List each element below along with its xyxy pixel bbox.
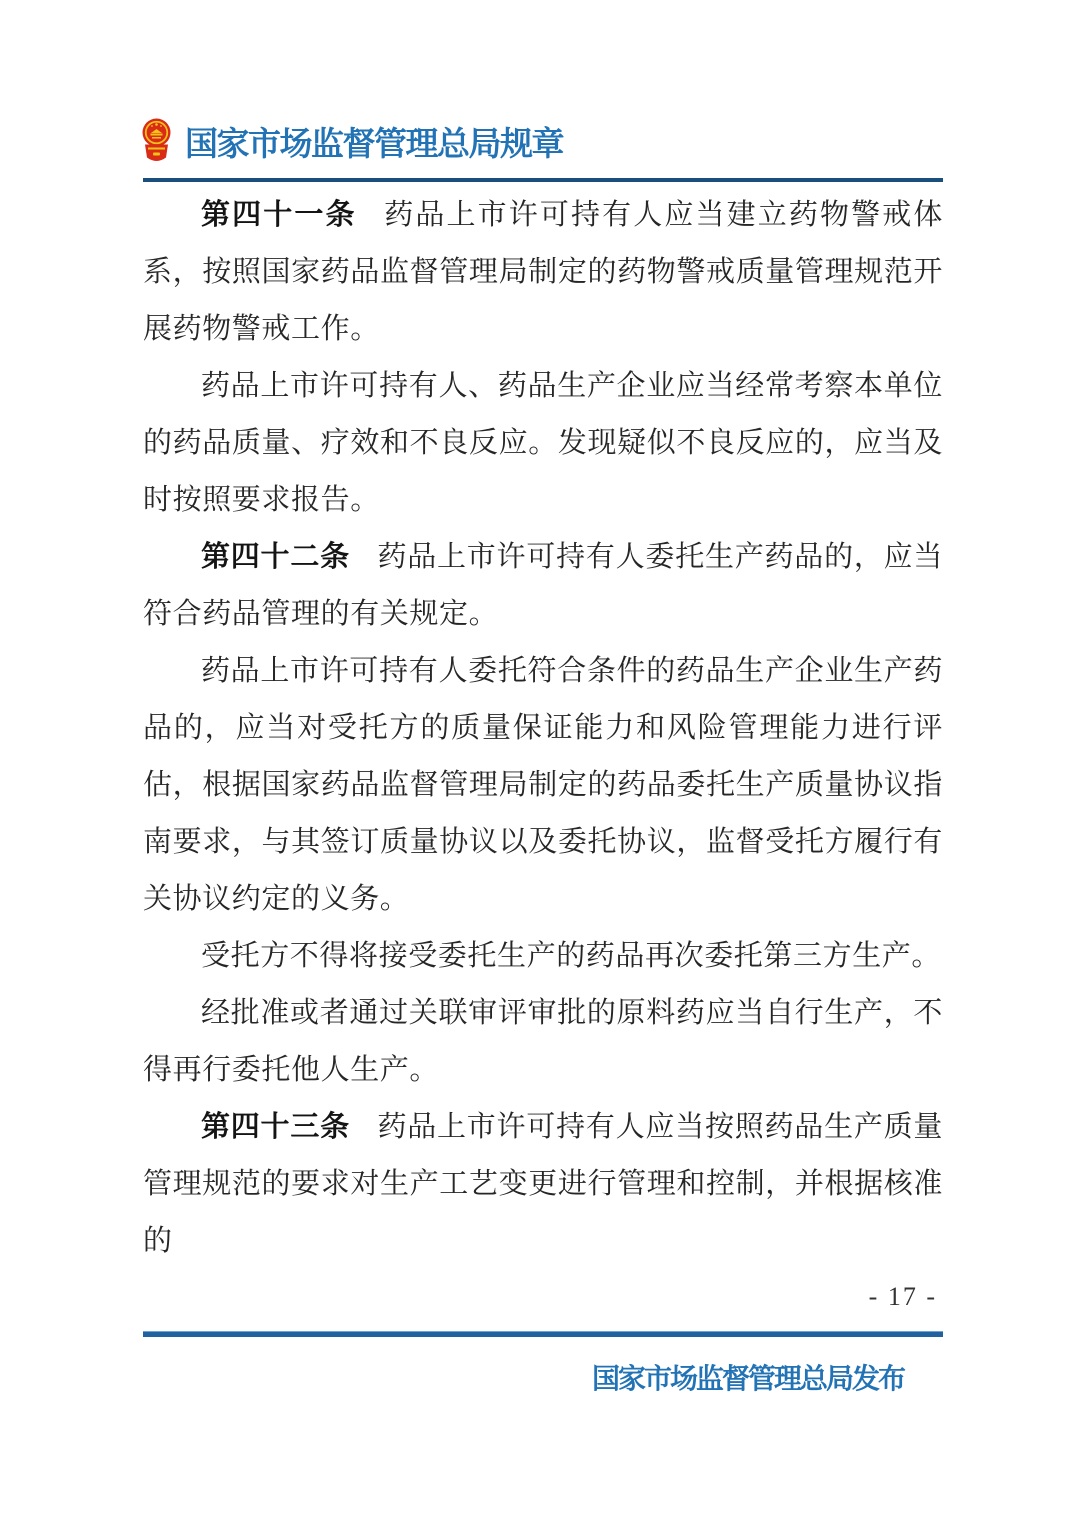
paragraph-text: 药品上市许可持有人委托生产药品的，应当符合药品管理的有关规定。 (143, 541, 943, 630)
article-number: 第四十二条 (201, 541, 350, 573)
body-paragraph (143, 529, 943, 643)
footer-publisher: 国家市场监督管理总局发布 (592, 1363, 905, 1394)
body-paragraph (143, 928, 943, 985)
page-number: - 17 - (868, 1282, 937, 1311)
china-national-emblem-icon (141, 118, 172, 165)
paragraph-text: 药品上市许可持有人应当建立药物警戒体系，按照国家药品监督管理局制定的药物警戒质量管理规范开展药物警戒工作。 (143, 199, 943, 345)
article-number: 第四十一条 (201, 199, 357, 231)
paragraph-text: 药品上市许可持有人委托符合条件的药品生产企业生产药品的，应当对受托方的质量保证能力和风险管理能力进行评估，根据国家药品监督管理局制定的药品委托生产质量协议指南要求，与其签订质量协议以及委托协议，监督受托方履行有关协议约定的义务。 (143, 655, 943, 915)
paragraph-text: 经批准或者通过关联审评审批的原料药应当自行生产，不得再行委托他人生产。 (143, 997, 943, 1086)
footer-rule (143, 1331, 943, 1337)
body-paragraph (143, 358, 943, 529)
paragraph-text: 药品上市许可持有人应当按照药品生产质量管理规范的要求对生产工艺变更进行管理和控制，并根据核准的 (143, 1111, 943, 1257)
body-paragraph (143, 985, 943, 1099)
paragraph-text: 受托方不得将接受委托生产的药品再次委托第三方生产。 (201, 940, 942, 972)
body-paragraph (143, 643, 943, 928)
body-paragraph (143, 1099, 943, 1270)
header-rule (143, 178, 943, 182)
page-header (141, 116, 563, 166)
header-title: 国家市场监督管理总局规章 (185, 124, 563, 162)
body-paragraph (143, 187, 943, 358)
paragraph-text: 药品上市许可持有人、药品生产企业应当经常考察本单位的药品质量、疗效和不良反应。发现疑似不良反应的，应当及时按照要求报告。 (143, 370, 943, 516)
article-number: 第四十三条 (201, 1111, 350, 1143)
document-body (143, 187, 943, 1270)
